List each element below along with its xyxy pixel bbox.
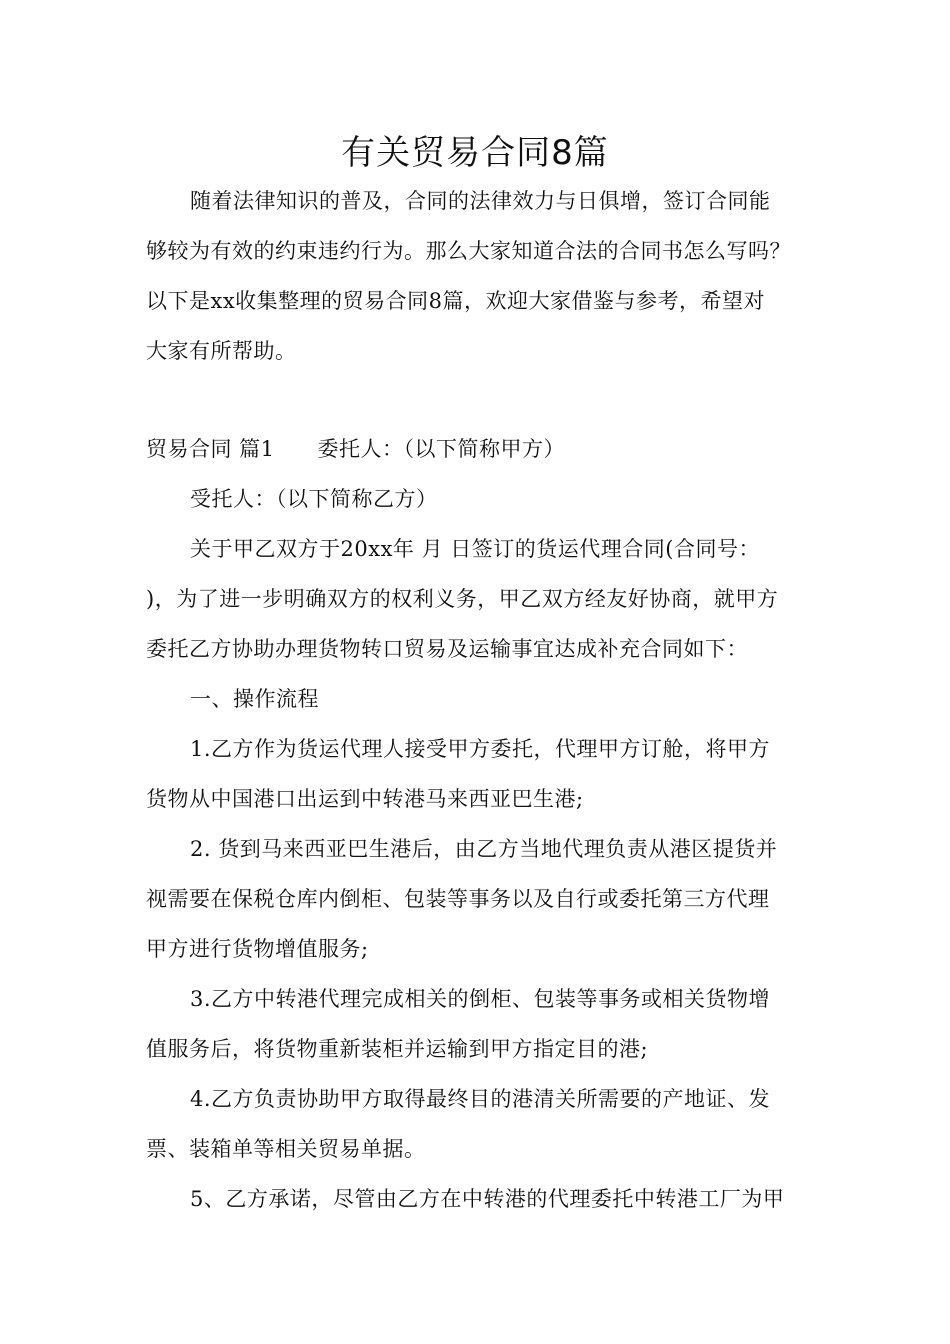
paragraph-line: 视需要在保税仓库内倒柜、包装等事务以及自行或委托第三方代理 (146, 887, 770, 911)
paragraph-line: 受托人：（以下简称乙方） (190, 487, 438, 511)
paragraph-line: 委托乙方协助办理货物转口贸易及运输事宜达成补充合同如下： (146, 637, 748, 661)
paragraph-line: 大家有所帮助。 (146, 339, 297, 363)
paragraph-line: 4.乙方负责协助甲方取得最终目的港清关所需要的产地证、发 (190, 1087, 771, 1111)
paragraph-line: 票、装箱单等相关贸易单据。 (146, 1137, 426, 1161)
paragraph-line: 值服务后，将货物重新装柜并运输到甲方指定目的港; (146, 1037, 649, 1061)
paragraph-line: 以下是xx收集整理的贸易合同8篇，欢迎大家借鉴与参考，希望对 (146, 289, 766, 313)
document-title: 有关贸易合同8篇 (341, 133, 609, 173)
paragraph-line: 够较为有效的约束违约行为。那么大家知道合法的合同书怎么写吗？ (146, 239, 791, 263)
paragraph-line: 随着法律知识的普及，合同的法律效力与日俱增，签订合同能 (190, 189, 771, 213)
paragraph-line: 关于甲乙双方于20xx年 月 日签订的货运代理合同(合同号： (190, 537, 760, 561)
paragraph-line: )，为了进一步明确双方的权利义务，甲乙双方经友好协商，就甲方 (146, 587, 779, 611)
section-heading-line: 贸易合同 篇1 委托人：（以下简称甲方） (146, 437, 566, 461)
paragraph-line: 货物从中国港口出运到中转港马来西亚巴生港; (146, 787, 584, 811)
paragraph-line: 甲方进行货物增值服务; (146, 937, 369, 961)
paragraph-line: 5、乙方承诺，尽管由乙方在中转港的代理委托中转港工厂为甲 (190, 1187, 785, 1211)
paragraph-line: 2. 货到马来西亚巴生港后，由乙方当地代理负责从港区提货并 (190, 837, 778, 861)
paragraph-line: 3.乙方中转港代理完成相关的倒柜、包装等事务或相关货物增 (190, 987, 771, 1011)
paragraph-line: 1.乙方作为货运代理人接受甲方委托，代理甲方订舱，将甲方 (190, 737, 771, 761)
subheading-line: 一、操作流程 (190, 687, 319, 711)
